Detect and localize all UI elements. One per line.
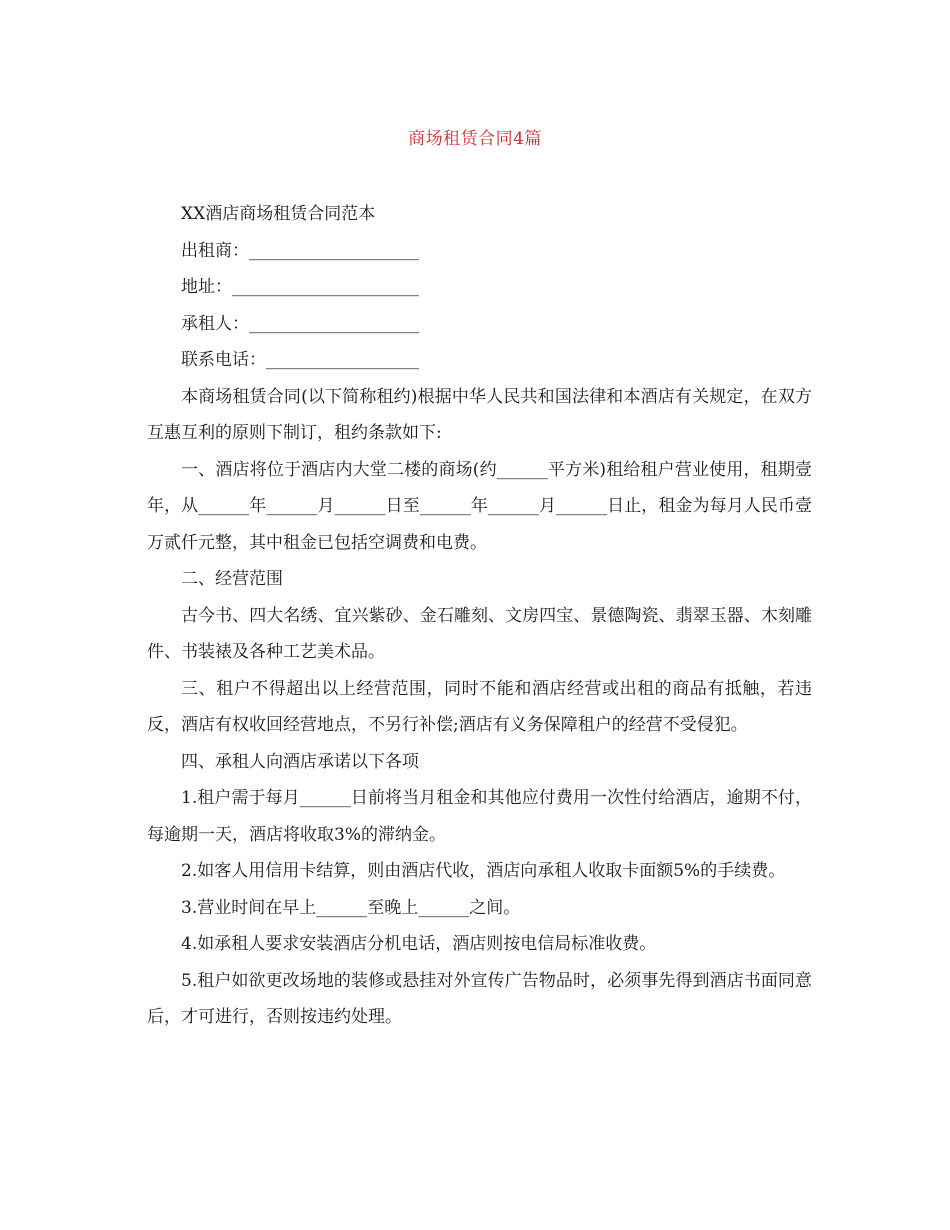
document-subtitle: XX酒店商场租赁合同范本 [181,204,376,224]
document-title: 商场租赁合同4篇 [408,129,542,149]
paragraph-item-1: 1.租户需于每月______日前将当月租金和其他应付费用一次性付给酒店，逾期不付，每逾期一天，酒店将收取3%的滞纳金。 [147,788,812,845]
paragraph-clause-3: 三、租户不得超出以上经营范围，同时不能和酒店经营或出租的商品有抵触，若违反，酒店有权收回经营地点，不另行补偿;酒店有义务保障租户的经营不受侵犯。 [147,678,812,735]
field-label: 联系电话： [181,350,266,370]
paragraph-intro: 本商场租赁合同(以下简称租约)根据中华人民共和国法律和本酒店有关规定，在双方互惠互利的原则下制订，租约条款如下: [147,386,812,443]
field-blank: __________________ [266,350,419,370]
paragraph-item-3: 3.营业时间在早上______至晚上______之间。 [181,897,521,918]
paragraph-clause-2-heading: 二、经营范围 [181,569,283,589]
field-label: 地址： [181,277,232,297]
paragraph-clause-4-heading: 四、承租人向酒店承诺以下各项 [181,751,419,772]
paragraph-item-4: 4.如承租人要求安装酒店分机电话，酒店则按电信局标准收费。 [181,934,657,954]
field-label: 承租人： [181,313,249,334]
field-address [147,269,812,306]
paragraph-item-5: 5.租户如欲更改场地的装修或悬挂对外宣传广告物品时，必须事先得到酒店书面同意后，才可进行，否则按违约处理。 [147,970,812,1027]
field-blank: ____________________ [249,240,419,261]
paragraph-item-2: 2.如客人用信用卡结算，则由酒店代收，酒店向承租人收取卡面额5%的手续费。 [181,861,786,881]
field-blank: ____________________ [249,313,419,334]
paragraph-clause-1: 一、酒店将位于酒店内大堂二楼的商场(约______平方米)租给租户营业使用，租期壹年，从______年______月______日至______年______月______日止，租金为每月人民币壹万贰仟元整，其中租金已包括空调费和电费。 [147,459,812,553]
paragraph-business-scope: 古今书、四大名绣、宜兴紫砂、金石雕刻、文房四宝、景德陶瓷、翡翠玉器、木刻雕件、书装裱及各种工艺美术品。 [147,605,812,662]
field-lessor [147,233,812,270]
field-label: 出租商： [181,240,249,261]
field-phone [147,342,812,379]
field-blank: ______________________ [232,277,419,297]
field-lessee [147,306,812,343]
document-body [147,196,812,1036]
